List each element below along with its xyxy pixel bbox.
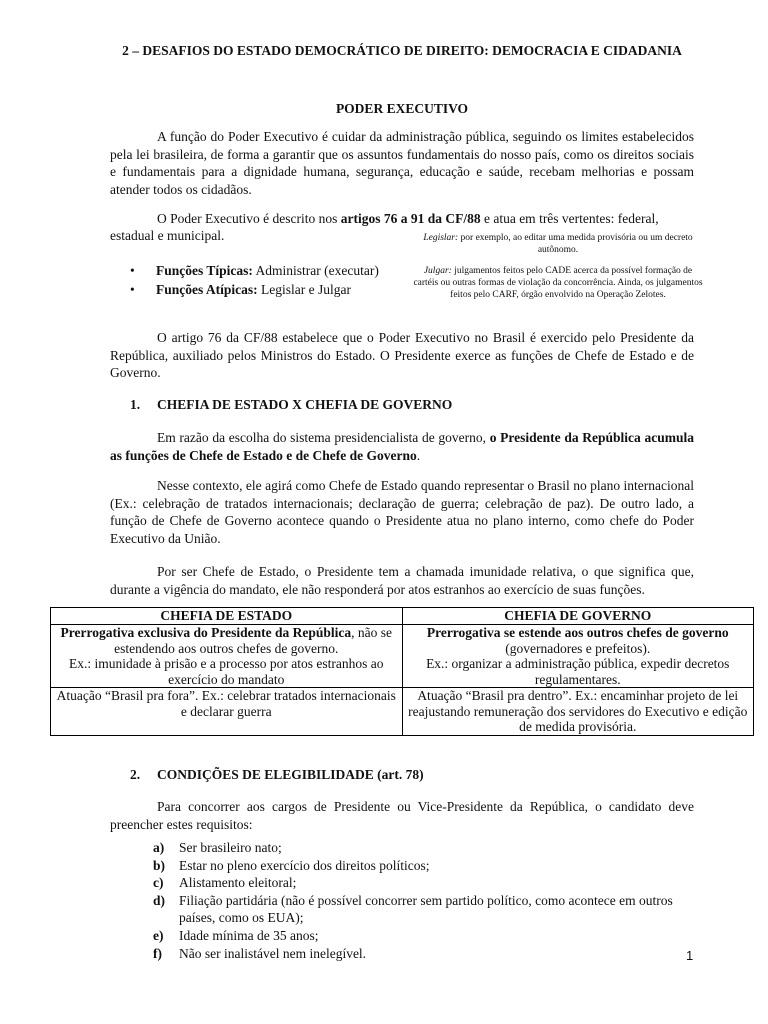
list-item [153, 874, 698, 892]
section-number: 1. [130, 397, 141, 412]
bullet-icon: • [130, 263, 135, 278]
list-item [153, 892, 698, 927]
list-item [153, 839, 698, 857]
list-letter: b) [153, 857, 166, 873]
paragraph-bold: artigos 76 a 91 da CF/88 [340, 211, 481, 226]
paragraph-text: . [416, 447, 421, 463]
note-text: por exemplo, ao editar uma medida provisória ou um decreto autônomo. [458, 233, 693, 255]
section-title: CONDIÇÕES DE ELEGIBILIDADE (art. 78) [157, 767, 424, 782]
table-cell [51, 625, 403, 688]
section-1-heading [130, 397, 452, 413]
page-number: 1 [686, 948, 694, 963]
margin-note-julgar [413, 265, 703, 301]
section-2-heading [130, 767, 424, 783]
requirements-list [153, 839, 698, 962]
paragraph-articles [110, 210, 694, 228]
table-header-row [51, 608, 754, 625]
cell-bold: Prerrogativa exclusiva do Presidente da República [60, 625, 352, 640]
list-item [130, 261, 379, 280]
cell-example: Ex.: organizar a administração pública, expedir decretos regulamentares. [426, 656, 730, 687]
paragraph-text: O Poder Executivo é descrito nos [157, 211, 341, 226]
list-item [130, 280, 379, 299]
cell-example: Ex.: imunidade à prisão e a processo por atos estranhos ao exercício do mandato [68, 656, 384, 687]
paragraph-intro: A função do Poder Executivo é cuidar da administração pública, seguindo os limites estabelecidos pela lei brasileira, de forma a garantir que os assuntos fundamentais do nosso país, como os direitos sociais e fundamentais para a dignidade humana, segurança, educação e saúde, recebam melhorias e possam atender todos os cidadãos. [110, 129, 694, 197]
paragraph-presidential [110, 429, 694, 464]
document-title: 2 – DESAFIOS DO ESTADO DEMOCRÁTICO DE DIREITO: DEMOCRACIA E CIDADANIA [122, 43, 682, 58]
section-heading: PODER EXECUTIVO [335, 101, 469, 116]
list-letter: a) [153, 840, 165, 855]
bullet-text: Administrar (executar) [252, 263, 379, 278]
note-label: Julgar: [423, 266, 452, 276]
cell-text: (governadores e prefeitos). [505, 640, 651, 656]
list-text: Não ser inalistável nem inelegível. [179, 945, 367, 961]
list-item [153, 927, 698, 945]
paragraph-article-76: O artigo 76 da CF/88 estabelece que o Poder Executivo no Brasil é exercido pelo Presidente da República, auxiliado pelos Ministros do Estado. O Presidente exerce as funções de Chefe de Estado e de Governo. [110, 330, 694, 381]
list-text: Filiação partidária (não é possível concorrer sem partido político, como acontece em outros países, como os EUA); [179, 892, 673, 926]
bullet-label: Funções Atípicas: [156, 282, 258, 297]
functions-list [130, 261, 379, 299]
table-cell [402, 625, 754, 688]
comparison-table [50, 607, 754, 736]
note-label: Legislar: [423, 233, 459, 243]
bullet-text: Legislar e Julgar [257, 282, 351, 297]
section-title: CHEFIA DE ESTADO X CHEFIA DE GOVERNO [157, 397, 453, 412]
margin-note-legislar [413, 232, 703, 256]
cell-text: , não se estendendo aos outros chefes de governo. [114, 625, 392, 656]
paragraph-requirements: Para concorrer aos cargos de Presidente ou Vice-Presidente da República, o candidato deve preencher estes requisitos: [110, 799, 694, 832]
table-header-cell: CHEFIA DE GOVERNO [402, 608, 754, 625]
paragraph-immunity: Por ser Chefe de Estado, o Presidente tem a chamada imunidade relativa, o que significa que, durante a vigência do mandato, ele não responderá por atos estranhos ao exercício de suas funções. [110, 564, 694, 597]
paragraph-context: Nesse contexto, ele agirá como Chefe de Estado quando representar o Brasil no plano internacional (Ex.: celebração de tratados internacionais; declaração de guerra; celebração de paz). De outro lado, a função de Chefe de Governo acontece quando o Presidente atua no plano interno, como chefe do Poder Executivo da União. [110, 478, 694, 546]
table-cell: Atuação “Brasil pra fora”. Ex.: celebrar tratados internacionais e declarar guerra [51, 688, 403, 736]
paragraph-bold: o Presidente da República acumula as funções de Chefe de Estado e de Chefe de Governo [110, 430, 694, 463]
table-header-cell: CHEFIA DE ESTADO [51, 608, 403, 625]
list-letter: d) [153, 892, 166, 908]
list-item [153, 857, 698, 875]
list-text: Alistamento eleitoral; [179, 875, 297, 891]
bullet-label: Funções Típicas: [156, 263, 253, 278]
list-text: Estar no pleno exercício dos direitos políticos; [179, 857, 430, 873]
paragraph-articles-end: estadual e municipal. [110, 228, 225, 243]
list-text: Ser brasileiro nato; [179, 840, 282, 855]
note-text: julgamentos feitos pelo CADE acerca da possível formação de cartéis ou outras formas de violação da concorrência. Ainda, os julgamentos feitos pelo CARF, órgão envolvido na Operação Zelotes. [413, 266, 703, 300]
table-row [51, 688, 754, 736]
list-text: Idade mínima de 35 anos; [179, 927, 319, 943]
list-letter: c) [153, 875, 164, 891]
list-letter: e) [153, 927, 164, 943]
paragraph-text: e atua em três vertentes: federal, [480, 211, 659, 226]
list-letter: f) [153, 945, 162, 961]
bullet-icon: • [130, 282, 135, 297]
table-cell: Atuação “Brasil pra dentro”. Ex.: encaminhar projeto de lei reajustando remuneração dos servidores do Executivo e edição de medida provisória. [402, 688, 754, 736]
list-item [153, 945, 698, 963]
table-row [51, 625, 754, 688]
section-number: 2. [130, 767, 141, 782]
cell-bold: Prerrogativa se estende aos outros chefes de governo [426, 625, 729, 640]
paragraph-text: Em razão da escolha do sistema presidencialista de governo, [157, 430, 490, 445]
